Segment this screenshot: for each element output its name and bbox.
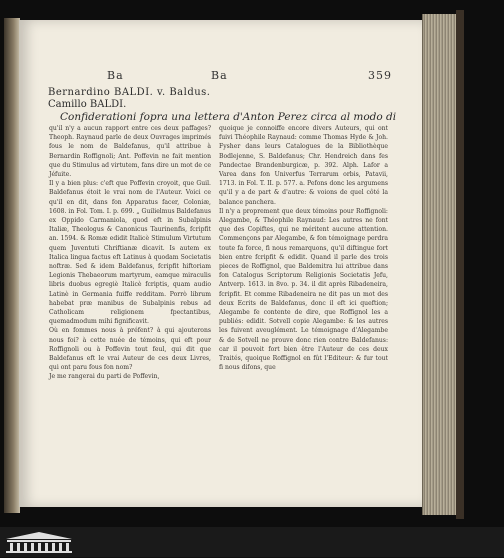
entry-title-work: Confiderationi fopra una lettera d'Anton Perez circa al modo di xyxy=(60,111,397,123)
running-header-left: Ba xyxy=(107,69,124,82)
entry-heading-bernardino: Bernardino BALDI. v. Baldus. xyxy=(48,87,211,98)
page-stack-edge xyxy=(422,14,457,515)
text-column-left xyxy=(49,124,211,382)
left-page-edge xyxy=(4,18,20,513)
book-cover-edge xyxy=(456,10,464,519)
viewer-footer-bar xyxy=(0,527,504,557)
running-header-middle: Ba xyxy=(211,69,228,82)
paragraph: Où en fommes nous à préfent? à qui ajouterons nous foi? à cette nuée de témoins, qui eft pour Roffignoli ou à Poffevin tout feul, qui dit que Baldefanus eft le vrai Auteur de ces deux Livres, qui ont paru fous fon nom? xyxy=(49,327,211,372)
entry-heading-camillo: Camillo BALDI. xyxy=(48,99,127,110)
page-number: 359 xyxy=(368,69,392,82)
library-building-logo xyxy=(4,530,74,558)
paragraph: Je me rangerai du parti de Poffevin, xyxy=(49,373,160,381)
paragraph: qu'il n'y a aucun rapport entre ces deux paffages? Theoph. Raynaud parle de deux Ouvrages imprimés fous le nom de Baldefanus, qu'il attribue à Bernardin Roffignoli; Ant. Poffevin ne fait mention que du Stimulus ad virtutem, fans dire un mot de ce Jéfuite. xyxy=(49,125,211,179)
paragraph: Il n'y a proprement que deux témoins pour Roffignoli: Alegambe, & Théophile Raynaud: Les autres ne font que des Copiftes, qui ne méritent aucune attention. Commençons par Alegambe, & fon témoignage perdra toute fa force, fi nous remarquons, qu'il diftingue fort bien entre fcripfit & edidit. Quand il parle des trois pieces de Roffignol, que Baldemitra lui attribue dans fon Catalogus Scriptorum Religionis Societatis Jefu, Antverp. 1613. in 8vo. p. 34. il dit après Ribadeneira, fcripfit. Et comme Ribadeneira ne dit pas un mot des deux Ecrits de Baldefanus, donc il eft ici queftion; Alegambe fe contente de dire, que Roffignol les a publiés: edidit. Sotvell copie Alegambe: & les autres les fuivent aveuglément. Le témoignage d'Alegambe & de Sotvell ne prouve donc rien contre Baldefanus: car il pouvoit fort bien être l'Auteur de ces deux Traités, quoique Roffignol en fût l'Editeur: & fur tout fi nous difons, que xyxy=(219,207,388,372)
text-column-right xyxy=(219,124,388,372)
paragraph: quoique je connoiffe encore divers Auteurs, qui ont fuivi Théophile Raynaud: comme Thomas Hyde & Joh. Fysher dans leurs Catalogues de la Bibliothèque Bodlejenne, S. Baldefanus; Chr. Hendreich dans fes Pandectae Brandenburgicæ, p. 392. Alph. Lafor a Varea dans fon Univerfus Terrarum orbis, Patavii, 1713. in Fol. T. II. p. 577. a. Pefons donc les argumens qu'il y a de part & d'autre: & voions de quel côté la balance panchera. xyxy=(219,125,388,206)
paragraph: Il y a bien plus: c'eft que Poffevin croyoit, que Guil. Baldefanus étoit le vrai nom de l'Auteur. Voici ce qu'il en dit, dans fon Apparatus facer, Coloniæ, 1608. in Fol. Tom. I. p. 699. „ Guilielmus Baldefanus ex Oppido Carmaniola, quod eft in Subalpinis Italiæ, Theologus & Canonicus Taurinenfis, fcripfit an. 1594. & Romæ edidit Italicè Stimulum Virtutum quem Juventuti Chriftianæ dicavit. Is autem ex Italica lingua factus eft Latinus à quodam Societatis noftræ. Sed & idem Baldefanus, fcripfit hiftoriam Legionis Thebaeorum martyrum, eamque miraculis libris duobus egregiè Italicè fcriptis, quam audio Latinè in Germania fuiffe redditam. Porrò librum habebat præ manibus de Subalpinis rebus ad Catholicam religionem fpectantibus, quemadmodum mihi fignificavit. xyxy=(49,180,211,326)
